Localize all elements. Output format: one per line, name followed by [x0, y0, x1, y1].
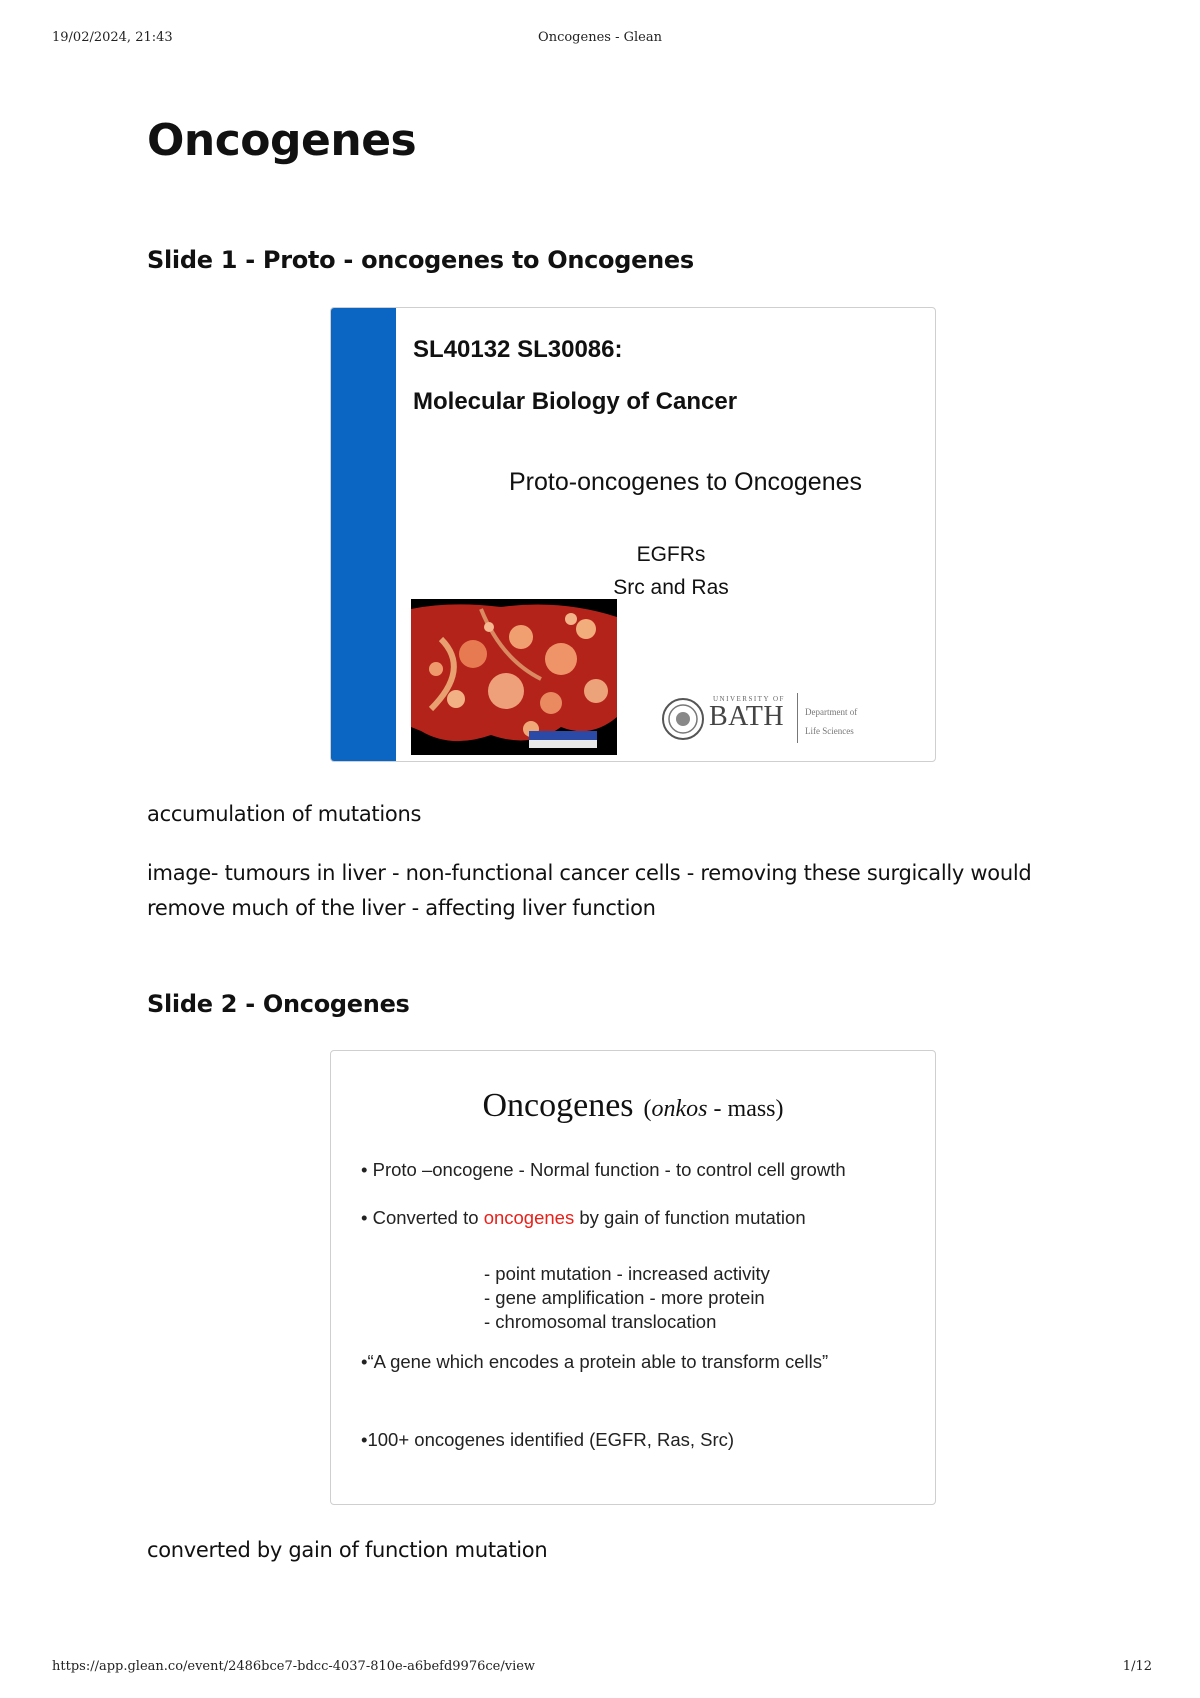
bullet-text: by gain of function mutation: [574, 1207, 806, 1228]
slide-bullet: •100+ oncogenes identified (EGFR, Ras, Src): [361, 1429, 735, 1450]
note-paragraph: image- tumours in liver - non-functional cancer cells - removing these surgically would remove much of the liver - affecting liver function: [147, 861, 1032, 920]
logo-department: [805, 703, 857, 741]
university-crest-icon: [661, 697, 705, 741]
page-title: Oncogenes: [147, 115, 417, 166]
slide-topic: EGFRs: [636, 543, 706, 566]
slide-course-code: SL40132 SL30086:: [413, 336, 623, 363]
slide-topics: [581, 538, 761, 604]
gloss-rest: - mass): [707, 1096, 784, 1122]
bullet-highlight: oncogenes: [483, 1207, 575, 1228]
gloss-word: onkos: [651, 1096, 708, 1122]
slide-1-image: [330, 307, 936, 762]
slide-2-image: [330, 1050, 936, 1505]
slide-bullet: • Proto –oncogene - Normal function - to control cell growth: [361, 1159, 846, 1180]
slide-title-text: Oncogenes: [482, 1087, 634, 1124]
logo-divider: [797, 693, 798, 743]
print-url: https://app.glean.co/event/2486bce7-bdcc-4037-810e-a6befd9976ce/view: [52, 1659, 536, 1674]
slide-sub-item: - point mutation - increased activity: [484, 1263, 770, 1284]
university-logo: [661, 693, 911, 748]
slide-sub-list: [484, 1262, 770, 1334]
note-paragraph: converted by gain of function mutation: [147, 1538, 548, 1562]
print-page-number: 1/12: [1122, 1659, 1152, 1674]
slide-course-title: Molecular Biology of Cancer: [413, 388, 738, 415]
section-heading-slide-1: Slide 1 - Proto - oncogenes to Oncogenes: [147, 246, 694, 274]
logo-department-line: Life Sciences: [805, 726, 854, 736]
slide-accent-bar: [331, 308, 396, 761]
slide-sub-item: - chromosomal translocation: [484, 1311, 717, 1332]
section-heading-slide-2: Slide 2 - Oncogenes: [147, 990, 410, 1018]
logo-department-line: Department of: [805, 707, 858, 717]
bullet-text: • Converted to: [361, 1207, 484, 1228]
slide-title: [331, 1087, 935, 1125]
print-page-title: Oncogenes - Glean: [538, 30, 662, 45]
slide-title-gloss: [644, 1096, 784, 1122]
slide-bullet: [361, 1207, 806, 1229]
print-datetime: 19/02/2024, 21:43: [52, 30, 173, 45]
slide-subtitle: Proto-oncogenes to Oncogenes: [509, 468, 863, 496]
liver-tumour-photo: [411, 599, 617, 755]
logo-university-of: UNIVERSITY OF: [713, 695, 785, 703]
slide-bullet: •“A gene which encodes a protein able to transform cells”: [361, 1351, 829, 1372]
logo-bath: BATH: [709, 701, 785, 732]
note-paragraph: accumulation of mutations: [147, 802, 422, 826]
slide-sub-item: - gene amplification - more protein: [484, 1287, 765, 1308]
slide-topic: Src and Ras: [613, 576, 729, 599]
gloss-paren: (: [643, 1096, 652, 1122]
